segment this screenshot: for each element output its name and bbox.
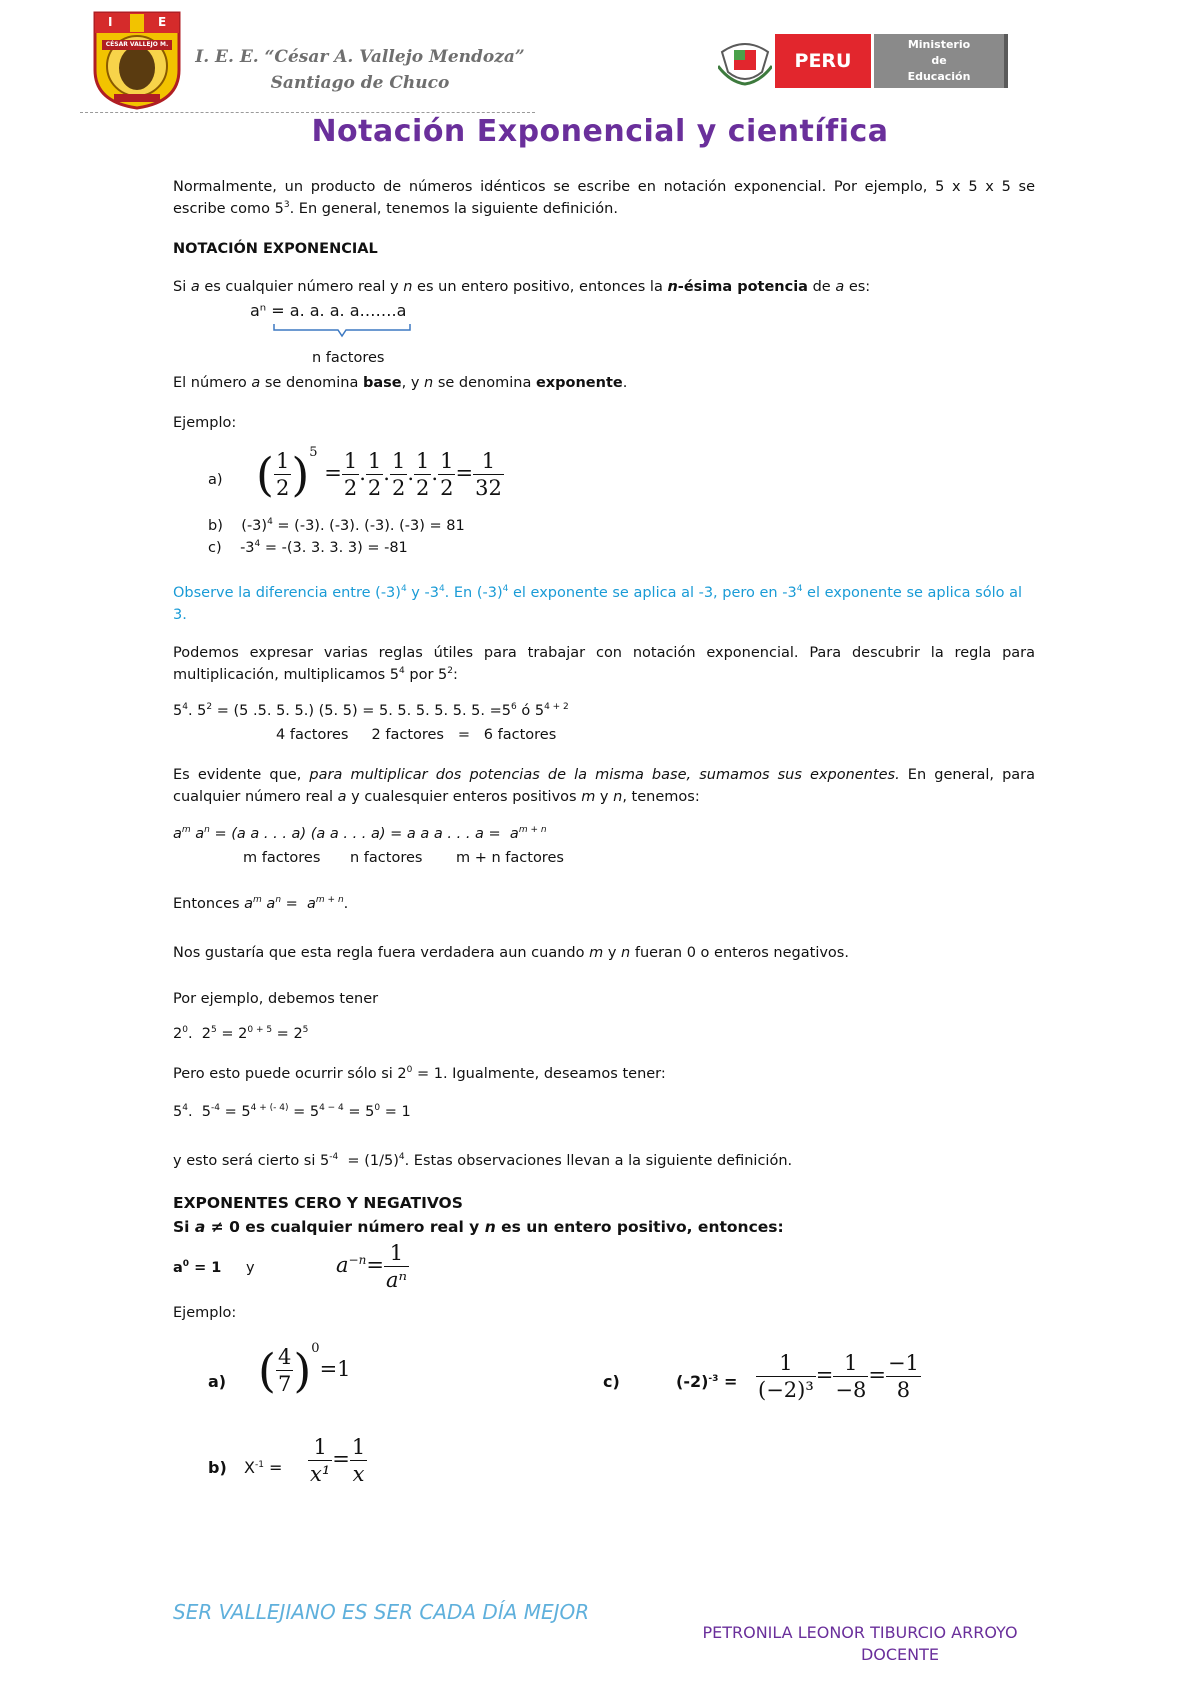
example-a-expression: ( $\frac{1}{2}$ )$^5$ = $\frac{1}{2}$ . $\frac{1}{2}$ . $\frac{1}{2}$ . $\frac{1}{2}$ . $\frac{1}{2}$ = $\frac{1}{32}$ bbox=[256, 445, 502, 502]
ministry-label: Ministerio de Educación bbox=[874, 34, 1008, 88]
page-title: Notación Exponencial y científica bbox=[311, 114, 889, 149]
then-statement: Entonces $a^m$ $a^n = a^{m + n}$. bbox=[173, 895, 349, 912]
school-shield bbox=[92, 10, 182, 110]
factor-brace bbox=[272, 322, 412, 344]
example-b: b) $(-3)^4 = (-3)$. (-3). (-3). (-3) = 81 bbox=[208, 517, 465, 534]
general-factors-mn: m + n factores bbox=[456, 850, 564, 866]
zero-example-a: ( $\frac{4}{7}$ )$^0$=1 bbox=[258, 1341, 351, 1398]
zero-exponent-note: Pero esto puede ocurrir sólo si $2^0 = 1$. Igualmente, deseamos tener: bbox=[173, 1065, 666, 1082]
negative-exponent-note: y esto será cierto si $5^{-4} = (1/5)^4$. Estas observaciones llevan a la siguiente definición. bbox=[173, 1152, 793, 1169]
general-factors-n: n factores bbox=[350, 850, 423, 866]
base-exponent-text: El número a se denomina base, y n se denomina exponente. bbox=[173, 375, 628, 391]
author-name: PETRONILA LEONOR TIBURCIO ARROYO bbox=[702, 1623, 1018, 1642]
zero-example-c-label: c) bbox=[603, 1372, 620, 1391]
example-a-result: $\frac{1}{32}$ bbox=[475, 449, 502, 500]
zero-rule: $a^0 = 1$ bbox=[173, 1259, 222, 1276]
intro-paragraph: Normalmente, un producto de números idénticos se escribe en notación exponencial. Por ejemplo, 5 x 5 x 5 se escribe como $5^3$. En general, tenemos la siguiente definición. bbox=[173, 179, 1035, 217]
shield-letter-left: I bbox=[108, 15, 113, 29]
zero-negative-definition: Si a ≠ 0 es cualquier número real y n es un entero positivo, entonces: bbox=[173, 1218, 784, 1236]
general-product: $a^m$ $a^n = (a$ a . . . a) (a a . . . a) = a a a . . . $a = a^{m + n}$ bbox=[173, 825, 547, 842]
general-factors-m: m factores bbox=[243, 850, 321, 866]
shield-letter-right: E bbox=[158, 15, 167, 29]
multiplication-calc: $5^4$. $5^2 = (5$ .5. 5. 5.) (5. 5) = 5. 5. 5. 5. 5. 5. $=5^6$ ó $5^{4 + 2}$ bbox=[173, 702, 569, 719]
shield-band-text: CÉSAR VALLEJO M. bbox=[105, 41, 169, 48]
peru-label: PERU bbox=[775, 34, 871, 88]
ministry-logo bbox=[718, 34, 1008, 90]
negative-exponent-example: $5^4$. $5^{-4} = 5^{4 + (- 4)} = 5^{4 - 4} = 5^0 = 1$ bbox=[173, 1103, 411, 1120]
header-divider bbox=[80, 112, 535, 113]
zero-example-b-expression: $\frac{1}{\text{x¹}}$ = $\frac{1}{x}$ bbox=[310, 1435, 366, 1486]
zero-example-c-expression: $\frac{1}{\text{(−2)³}}$ = $\frac{1}{-8}$ = $\frac{-1}{8}$ bbox=[758, 1351, 919, 1402]
example-c: c) $-3^4 = -(3$. 3. 3. 3) = -81 bbox=[208, 539, 408, 556]
peru-coat-of-arms-icon bbox=[718, 36, 772, 86]
footer-motto: SER VALLEJIANO ES SER CADA DÍA MEJOR bbox=[173, 1600, 590, 1624]
school-name bbox=[190, 44, 530, 96]
shield-logo-icon bbox=[92, 10, 182, 110]
wish-statement: Nos gustaría que esta regla fuera verdadera aun cuando m y n fueran 0 o enteros negativos. bbox=[173, 945, 849, 961]
example-intro: Por ejemplo, debemos tener bbox=[173, 991, 379, 1007]
footer-author bbox=[660, 1622, 1060, 1666]
school-name-line2: Santiago de Chuco bbox=[270, 73, 450, 93]
section-heading-zero-negative: EXPONENTES CERO Y NEGATIVOS bbox=[173, 1194, 463, 1212]
zero-exponent-example: $2^0$. $2^5 = 2^{0 + 5} = 2^5$ bbox=[173, 1025, 309, 1042]
zero-example-b-lhs: $X^{-1}$ = bbox=[244, 1458, 283, 1477]
rules-intro-paragraph: Podemos expresar varias reglas útiles para trabajar con notación exponencial. Para descubrir la regla para multiplicación, multiplicamos $5^4$ por $5^2$: bbox=[173, 645, 1035, 683]
zero-example-b-label: b) bbox=[208, 1458, 227, 1477]
negative-rule: $a^{-n}=$ $\frac{1}{\text{aⁿ}}$ bbox=[336, 1241, 407, 1292]
power-formula: aⁿ = a. a. a. a…….a bbox=[250, 301, 407, 320]
section-heading-exponential: NOTACIÓN EXPONENCIAL bbox=[173, 241, 378, 257]
example-a-label: a) bbox=[208, 472, 223, 488]
multiplication-factors: 4 factores 2 factores = 6 factores bbox=[276, 727, 557, 743]
zero-example-c-lhs: $(-2)^{-3}$ = bbox=[676, 1372, 738, 1391]
brace-icon bbox=[272, 322, 412, 340]
example-label-1: Ejemplo: bbox=[173, 415, 237, 431]
school-name-line1: I. E. E. “César A. Vallejo Mendoza” bbox=[195, 47, 525, 67]
definition-text: Si a es cualquier número real y n es un entero positivo, entonces la n-ésima potencia de a es: bbox=[173, 279, 871, 295]
zero-example-a-label: a) bbox=[208, 1372, 227, 1391]
example-label-2: Ejemplo: bbox=[173, 1305, 237, 1321]
difference-note: Observe la diferencia entre $(-3)^4$ y $-3^4$. En $(-3)^4$ el exponente se aplica al -3, pero en $-3^4$ el exponente se aplica sólo al 3. bbox=[173, 584, 1022, 623]
sum-exponents-paragraph: Es evidente que, para multiplicar dos potencias de la misma base, sumamos sus exponentes. En general, para cualquier número real a y cualesquier enteros positivos m y n, tenemos: bbox=[173, 767, 1036, 805]
brace-label: n factores bbox=[312, 350, 385, 366]
rule-and: y bbox=[246, 1260, 255, 1276]
author-role: DOCENTE bbox=[860, 1645, 940, 1664]
